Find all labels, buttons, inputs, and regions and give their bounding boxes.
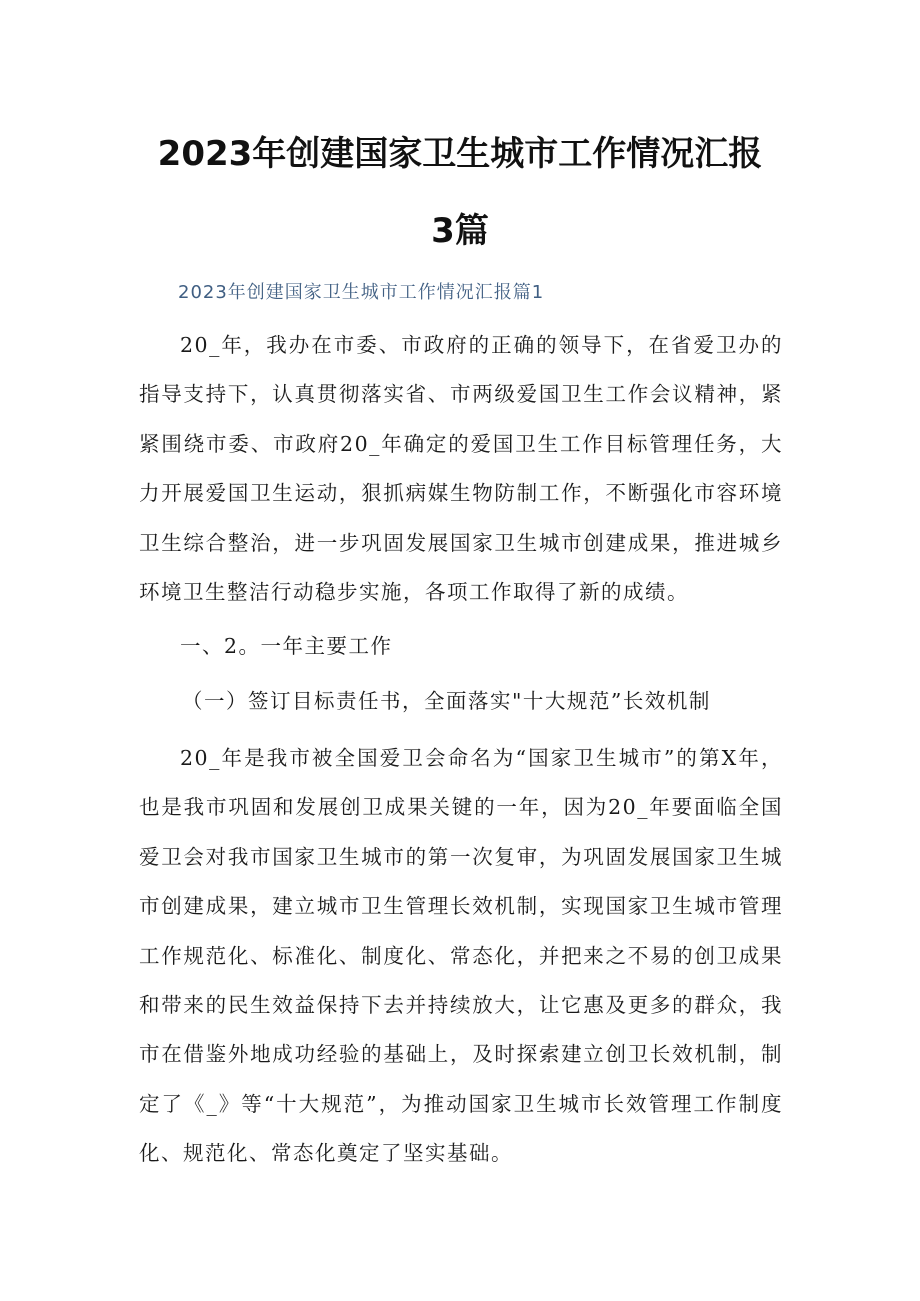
section-subtitle: 2023年创建国家卫生城市工作情况汇报篇1 — [178, 282, 545, 303]
body-paragraph-2: 20_年是我市被全国爱卫会命名为“国家卫生城市”的第X年，也是我市巩固和发展创卫成果关键的一年，因为20_年要面临全国爱卫会对我市国家卫生城市的第一次复审，为巩固发展国家卫生城市创建成果，建立城市卫生管理长效机制，实现国家卫生城市管理工作规范化、标准化、制度化、常态化，并把来之不易的创卫成果和带来的民生效益保持下去并持续放大，让它惠及更多的群众，我市在借鉴外地成功经验的基础上，及时探索建立创卫长效机制，制定了《_》等“十大规范”，为推动国家卫生城市长效管理工作制度化、规范化、常态化奠定了坚实基础。 — [139, 746, 783, 1166]
section-heading-2: （一）签订目标责任书，全面落实"十大规范”长效机制 — [182, 689, 711, 713]
section-heading-1: 一、2。一年主要工作 — [180, 634, 393, 658]
document-title-line-2: 3篇 — [431, 211, 489, 251]
body-paragraph-1: 20_年，我办在市委、市政府的正确的领导下，在省爱卫办的指导支持下，认真贯彻落实省、市两级爱国卫生工作会议精神，紧紧围绕市委、市政府20_年确定的爱国卫生工作目标管理任务，大力开展爱国卫生运动，狠抓病媒生物防制工作，不断强化市容环境卫生综合整治，进一步巩固发展国家卫生城市创建成果，推进城乡环境卫生整洁行动稳步实施，各项工作取得了新的成绩。 — [139, 333, 783, 605]
document-title-line-1: 2023年创建国家卫生城市工作情况汇报 — [157, 134, 763, 174]
